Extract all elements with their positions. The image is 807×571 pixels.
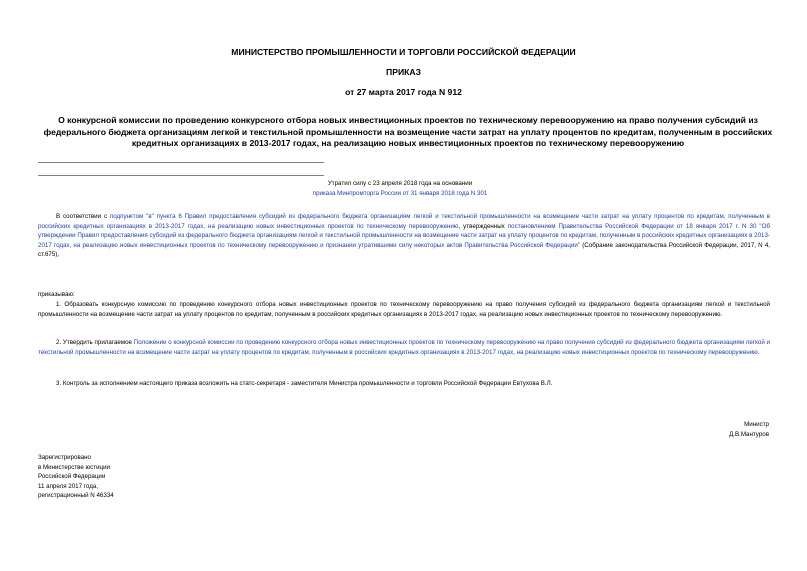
item-2-text-2: . (757, 348, 760, 356)
item-2-text-1: 2. Утвердить прилагаемое (56, 339, 134, 346)
registration-line-4: 11 апреля 2017 года, (38, 482, 98, 490)
commission-regulation-link[interactable]: Положение о конкурсной комиссии по проведению конкурсного отбора новых инвестиционных проектов по техническому перевооружению на право получения субсидий из федерального бюджета организациям легкой и текстильной промышленности на возмещение части затрат на уплату процентов по кредитам, полученным в российских кредитных организациях в 2013-2017 годах, на реализацию новых инвестиционных проектов по техническому перевооружению (38, 339, 771, 356)
ministry-name: МИНИСТЕРСТВО ПРОМЫШЛЕННОСТИ И ТОРГОВЛИ РОССИЙСКОЙ ФЕДЕРАЦИИ (231, 47, 576, 57)
registration-block (38, 453, 114, 501)
government-decree-link[interactable]: постановлением Правительства Российской Федерации от 18 января 2017 г. N 30 "Об утверждении Правил предоставления субсидий из федерального бюджета организациям легкой и текстильной промышленности на возмещение части затрат на уплату процентов по кредитам, полученным в российских кредитных организациях в 2013-2017 годах, на реализацию новых инвестиционных проектов по техническому перевооружению и признании утратившими силу некоторых актов Правительства Российской Федерации" (38, 222, 770, 249)
preamble-text-2: , утвержденных (458, 222, 508, 230)
signature-block (729, 420, 769, 439)
divider-bottom (38, 175, 324, 176)
rules-subparagraph-link[interactable]: подпунктом "в" пункта 6 Правил предоставления субсидий из федерального бюджета организациям легкой и текстильной промышленности на возмещение части затрат на уплату процентов по кредитам, полученным в российских кредитных организациях в 2013-2017 годах, на реализацию новых инвестиционных проектов по техническому перевооружению (38, 213, 771, 230)
repeal-order-link[interactable]: приказа Минпромторга России от 31 января 2018 года N 301 (312, 189, 488, 197)
registration-line-3: Российской Федерации (38, 473, 106, 481)
order-word: приказываю: (38, 291, 75, 298)
registration-line-5: регистрационный N 46334 (38, 492, 114, 500)
document-title: О конкурсной комиссии по проведению конкурсного отбора новых инвестиционных проектов по техническому перевооружению на право получения субсидий из федерального бюджета организациям легкой и текстильной промышленности на возмещение части затрат на уплату процентов по кредитам, полученным в российских кредитных организациях в 2013-2017 годах, на реализацию новых инвестиционных проектов по техническому перевооружению (43, 115, 773, 148)
signature-name: Д.В.Мантуров (729, 430, 769, 438)
status-note-text: Утратил силу с 23 апреля 2018 года на основании (327, 180, 473, 187)
preamble-paragraph (38, 212, 770, 260)
item-2-paragraph (38, 338, 770, 357)
preamble-text-1: В соответствии с (56, 213, 110, 220)
registration-line-2: в Министерстве юстиции (38, 463, 111, 471)
document-type: ПРИКАЗ (386, 67, 421, 77)
item-1-paragraph: 1. Образовать конкурсную комиссию по проведению конкурсного отбора новых инвестиционных проектов по техническому перевооружению на право получения субсидий из федерального бюджета организациям легкой и текстильной промышленности на возмещение части затрат на уплату процентов по кредитам, полученным в российских кредитных организациях в 2013-2017 годах, на реализацию новых инвестиционных проектов по техническому перевооружению. (38, 301, 770, 318)
status-note (300, 179, 500, 198)
registration-line-1: Зарегистрировано (38, 454, 91, 461)
document-date: от 27 марта 2017 года N 912 (345, 87, 462, 97)
signature-position: Министр (744, 421, 769, 428)
item-3-paragraph: 3. Контроль за исполнением настоящего приказа возложить на статс-секретаря - заместителя Министра промышленности и торговли Российской Федерации Евтухова В.Л. (56, 380, 553, 387)
divider-top (38, 162, 324, 163)
preamble-text-3: (Собрание законодательства Российской Федерации, 2017, N 4, ст.675), (38, 241, 770, 259)
